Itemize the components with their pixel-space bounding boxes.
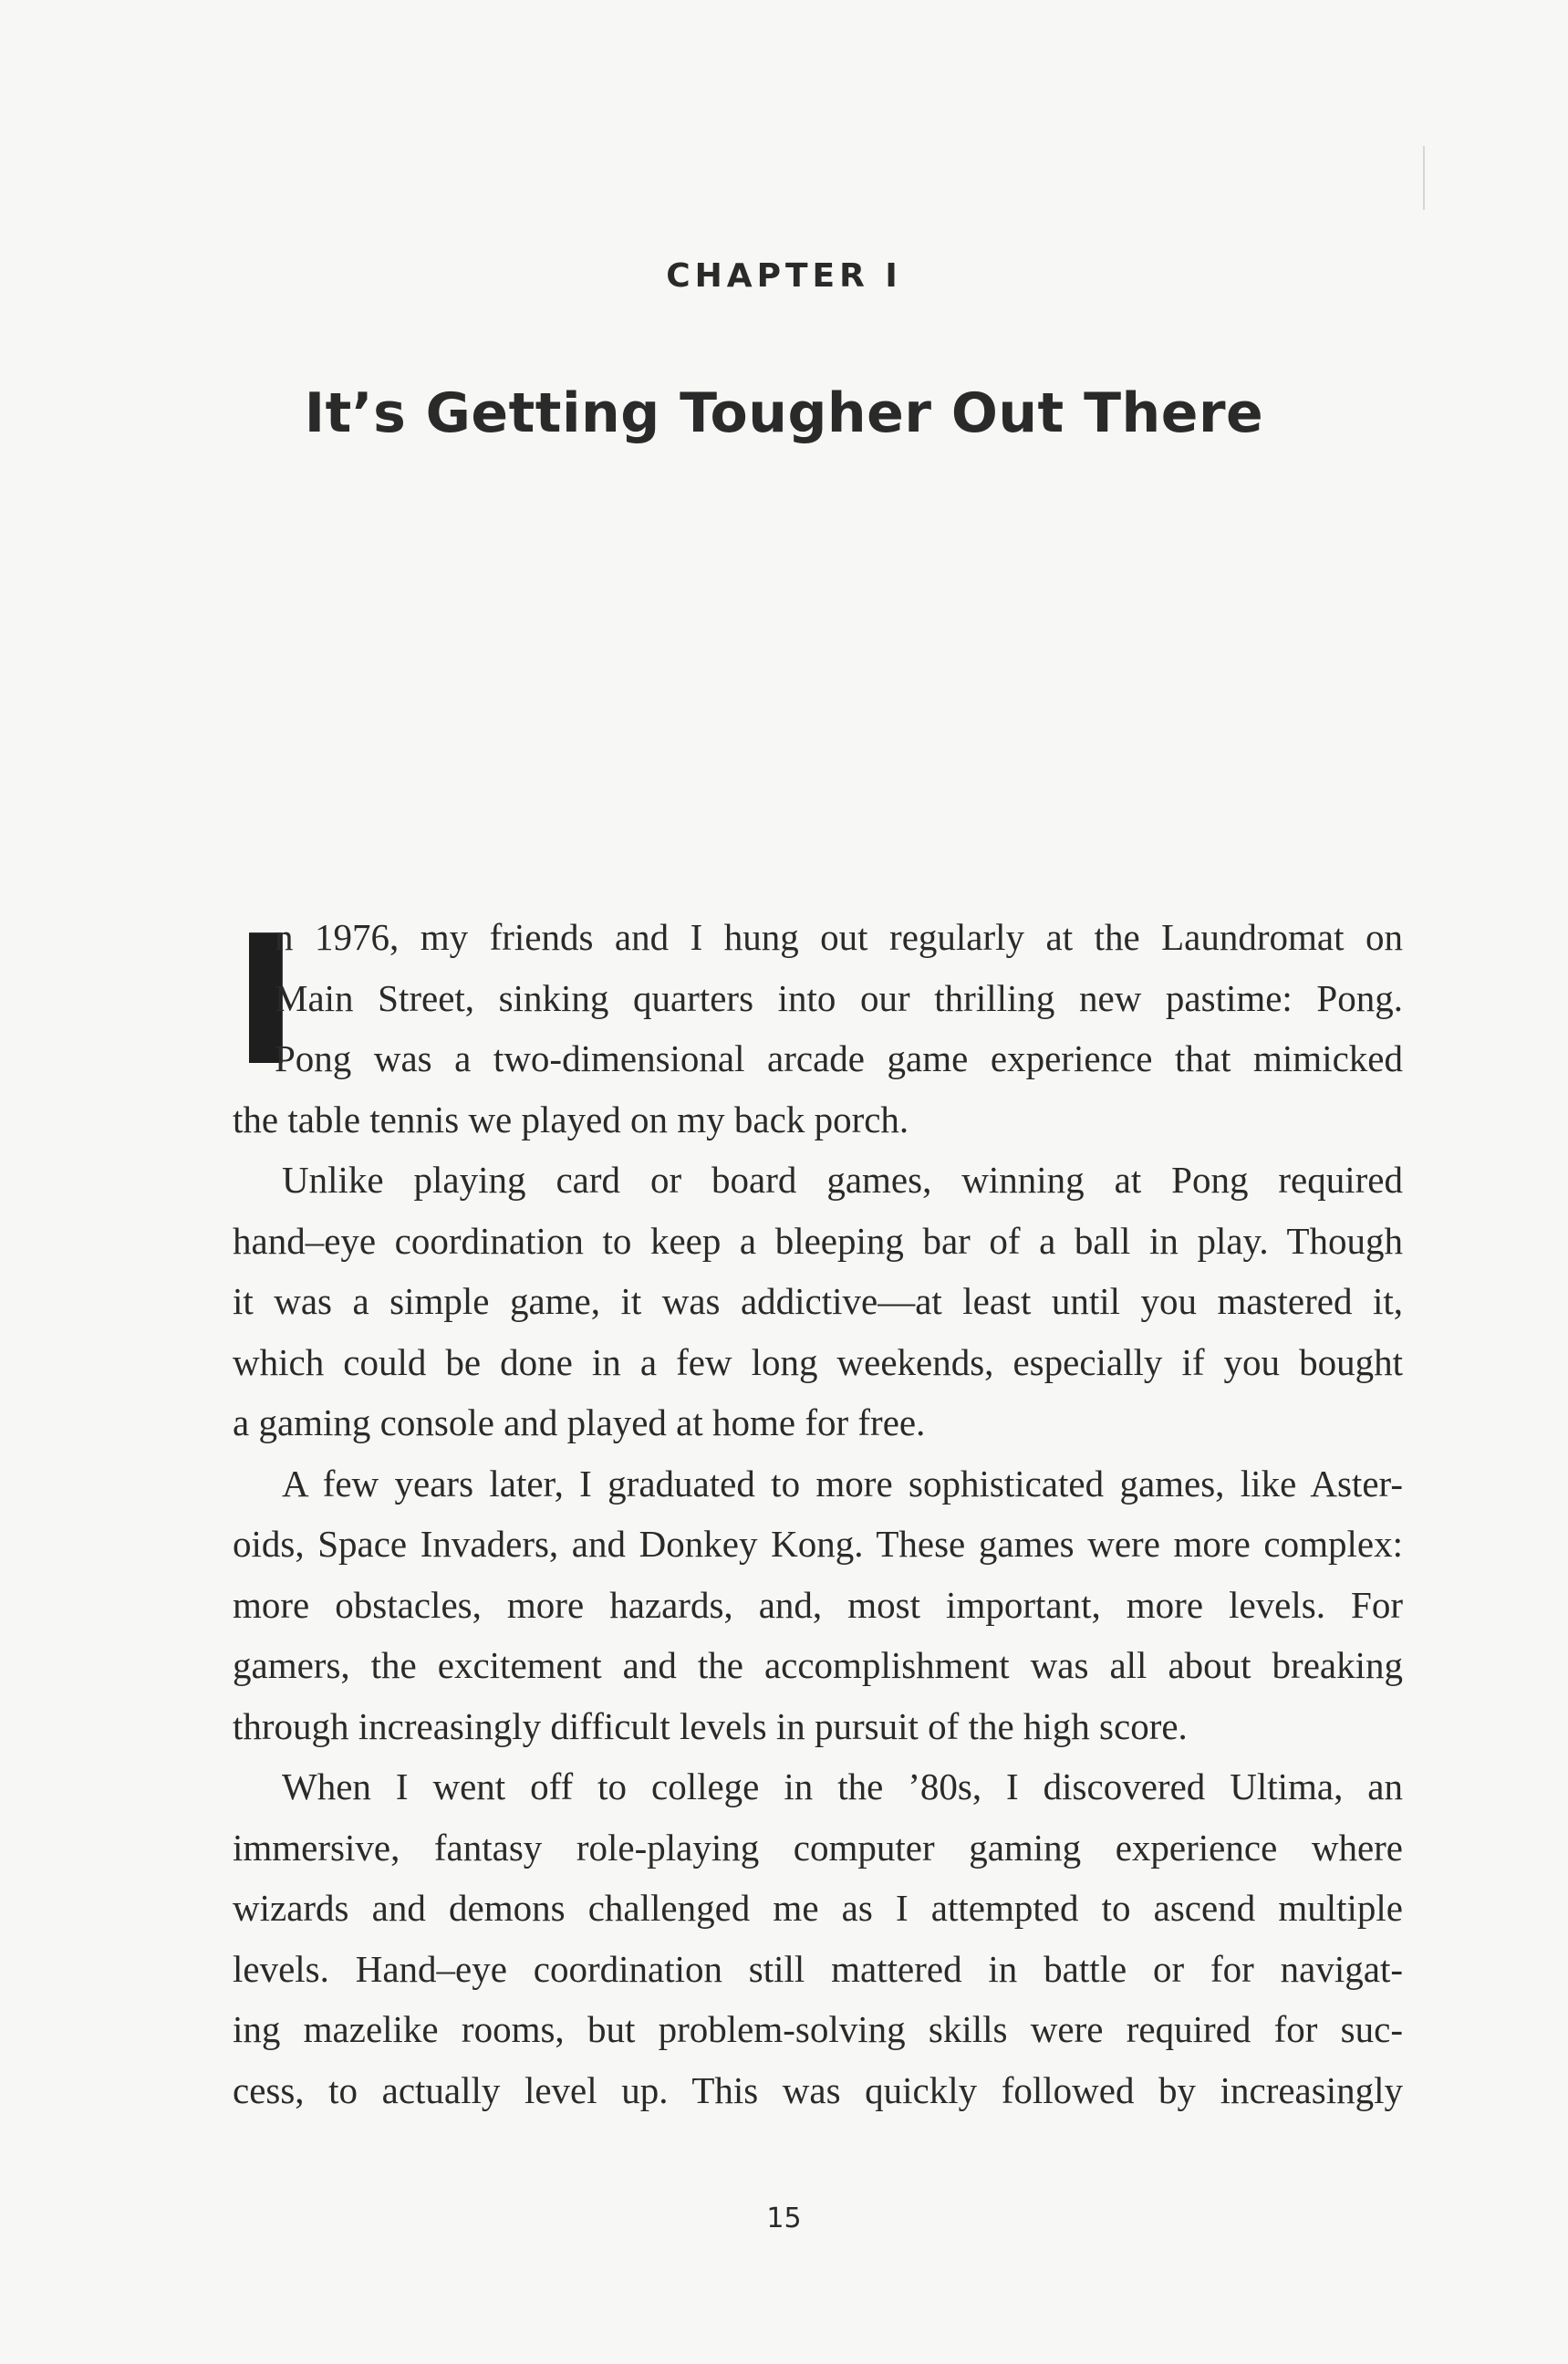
text-line: n 1976, my friends and I hung out regularly at the Laundromat on xyxy=(275,916,1403,958)
text-line: hand–eye coordination to keep a bleeping bar of a ball in play. Though xyxy=(233,1219,1403,1262)
page-number: 15 xyxy=(766,2203,802,2234)
text-line: Unlike playing card or board games, winning at Pong required xyxy=(282,1159,1403,1201)
text-line: wizards and demons challenged me as I attempted to ascend multiple xyxy=(233,1887,1403,1929)
scan-artifact-line xyxy=(1423,146,1425,210)
text-line: When I went off to college in the ’80s, I discovered Ultima, an xyxy=(282,1765,1403,1807)
text-line: cess, to actually level up. This was quickly followed by increasingly xyxy=(233,2068,1403,2111)
text-line: through increasingly difficult levels in pursuit of the high score. xyxy=(233,1704,1188,1747)
text-line: immersive, fantasy role-playing computer gaming experience where xyxy=(233,1826,1403,1869)
text-line: more obstacles, more hazards, and, most important, more levels. For xyxy=(233,1583,1403,1626)
text-line: which could be done in a few long weekends, especially if you bought xyxy=(233,1340,1403,1383)
text-line: ing mazelike rooms, but problem-solving skills were required for suc- xyxy=(233,2008,1403,2050)
text-line: Main Street, sinking quarters into our thrilling new pastime: Pong. xyxy=(275,976,1403,1019)
chapter-label: CHAPTER I xyxy=(666,257,902,295)
text-line: levels. Hand–eye coordination still mattered in battle or for navigat- xyxy=(233,1947,1403,1990)
text-line: gamers, the excitement and the accomplishment was all about breaking xyxy=(233,1644,1403,1686)
text-line: a gaming console and played at home for free. xyxy=(233,1401,926,1443)
text-line: Pong was a two-dimensional arcade game experience that mimicked xyxy=(275,1037,1403,1079)
text-line: A few years later, I graduated to more sophisticated games, like Aster- xyxy=(282,1462,1403,1505)
chapter-title: It’s Getting Tougher Out There xyxy=(304,381,1264,445)
body-text xyxy=(233,898,1403,2120)
text-line: it was a simple game, it was addictive—at least until you mastered it, xyxy=(233,1280,1403,1322)
text-line: the table tennis we played on my back porch. xyxy=(233,1098,909,1140)
text-line: oids, Space Invaders, and Donkey Kong. These games were more complex: xyxy=(233,1523,1403,1565)
drop-cap: I xyxy=(233,898,299,1106)
